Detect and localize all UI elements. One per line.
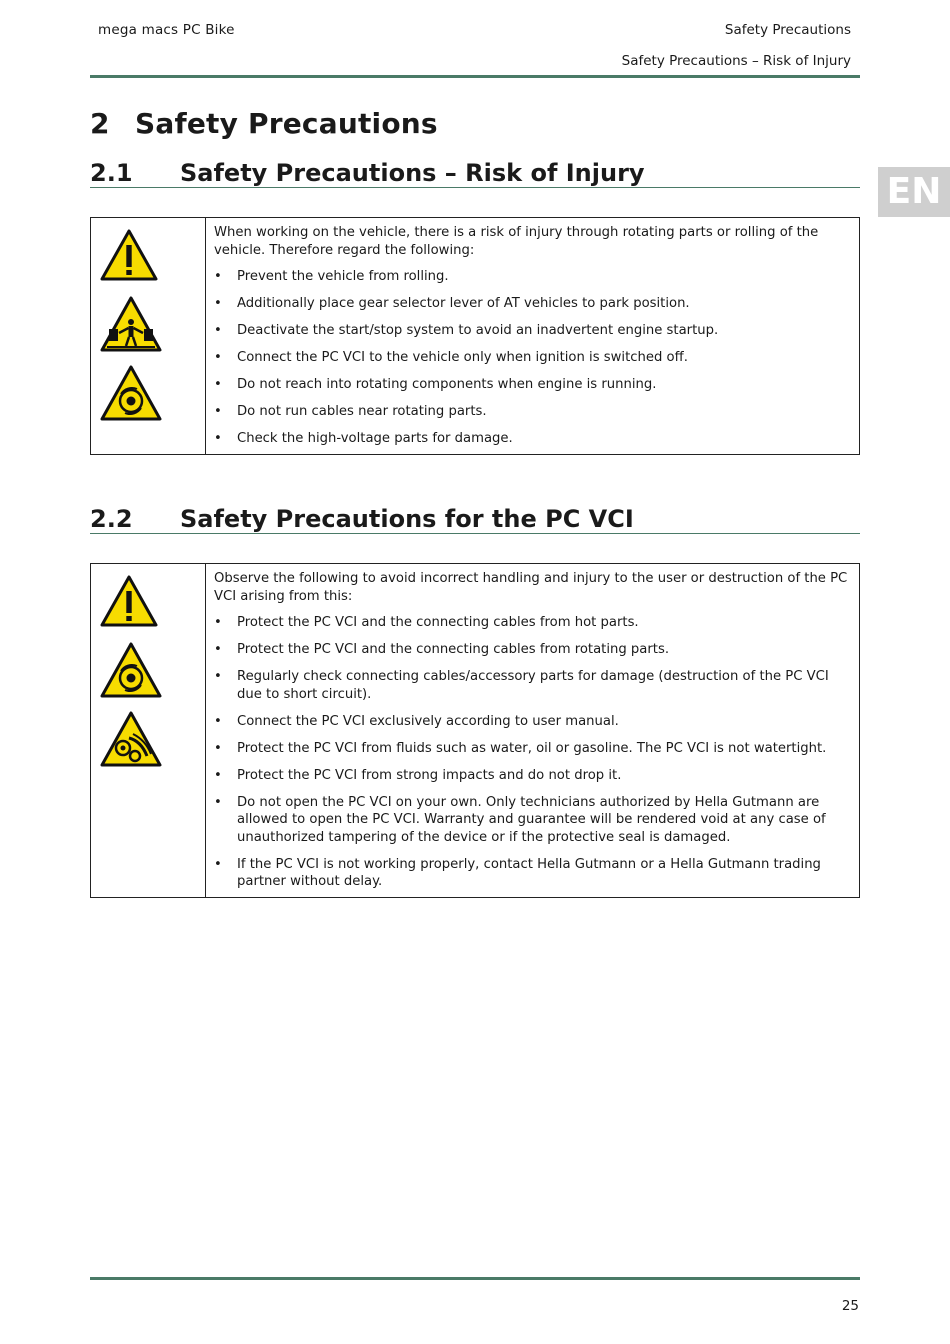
safety-box-pc-vci <box>90 563 860 898</box>
section-rule <box>90 533 860 534</box>
crushing-hazard-icon <box>99 295 163 353</box>
section-heading-2-2 <box>90 505 860 533</box>
list-item: • Do not reach into rotating components when engine is running. <box>214 376 849 394</box>
list-item: • Deactivate the start/stop system to avoid an inadvertent engine startup. <box>214 322 849 340</box>
list-item: • Prevent the vehicle from rolling. <box>214 268 849 286</box>
general-warning-icon <box>99 574 159 628</box>
section-title: Safety Precautions – Risk of Injury <box>180 159 645 187</box>
list-item: • Regularly check connecting cables/accessory parts for damage (destruction of the PC VCI due to short circuit). <box>214 668 849 703</box>
list-item: • Check the high-voltage parts for damage. <box>214 430 849 448</box>
chapter-number: 2 <box>90 107 110 140</box>
header-rule <box>90 75 860 78</box>
general-warning-icon <box>99 228 159 282</box>
rotating-parts-icon <box>99 364 163 422</box>
entanglement-hazard-icon <box>99 710 163 768</box>
list-item: • Additionally place gear selector lever of AT vehicles to park position. <box>214 295 849 313</box>
header-chapter: Safety Precautions <box>724 22 851 38</box>
safety-box-risk-of-injury <box>90 217 860 455</box>
warning-icons-column <box>91 564 206 897</box>
chapter-heading <box>90 107 438 140</box>
list-item: • Do not open the PC VCI on your own. Only technicians authorized by Hella Gutmann are allowed to open the PC VCI. Warranty and guarantee will be rendered void at any case of unauthorized tampering of the device or if the protective seal is damaged. <box>214 794 849 847</box>
list-item: • Connect the PC VCI to the vehicle only when ignition is switched off. <box>214 349 849 367</box>
list-item: • Protect the PC VCI from strong impacts and do not drop it. <box>214 767 849 785</box>
section-title: Safety Precautions for the PC VCI <box>180 505 634 533</box>
header-product: mega macs PC Bike <box>98 22 235 38</box>
footer-rule <box>90 1277 860 1280</box>
list-item: • Protect the PC VCI and the connecting cables from rotating parts. <box>214 641 849 659</box>
section-rule <box>90 187 860 188</box>
section-number: 2.2 <box>90 505 133 533</box>
section-heading-2-1 <box>90 159 860 187</box>
safety-box-content <box>206 218 859 454</box>
list-item: • If the PC VCI is not working properly, contact Hella Gutmann or a Hella Gutmann trading partner without delay. <box>214 856 849 891</box>
precaution-list <box>214 268 849 448</box>
warning-icons-column <box>91 218 206 454</box>
safety-box-content <box>206 564 859 897</box>
page-number: 25 <box>841 1298 859 1314</box>
section-number: 2.1 <box>90 159 133 187</box>
language-tab: EN <box>878 167 950 217</box>
header-section: Safety Precautions – Risk of Injury <box>621 53 851 69</box>
rotating-parts-icon <box>99 641 163 699</box>
precaution-list <box>214 614 849 891</box>
intro-text: Observe the following to avoid incorrect handling and injury to the user or destruction of the PC VCI arising from this: <box>214 571 848 604</box>
list-item: • Connect the PC VCI exclusively according to user manual. <box>214 713 849 731</box>
chapter-title: Safety Precautions <box>135 107 438 140</box>
list-item: • Protect the PC VCI from fluids such as water, oil or gasoline. The PC VCI is not watertight. <box>214 740 849 758</box>
intro-text: When working on the vehicle, there is a risk of injury through rotating parts or rolling of the vehicle. Therefore regard the following: <box>214 225 819 258</box>
list-item: • Do not run cables near rotating parts. <box>214 403 849 421</box>
list-item: • Protect the PC VCI and the connecting cables from hot parts. <box>214 614 849 632</box>
